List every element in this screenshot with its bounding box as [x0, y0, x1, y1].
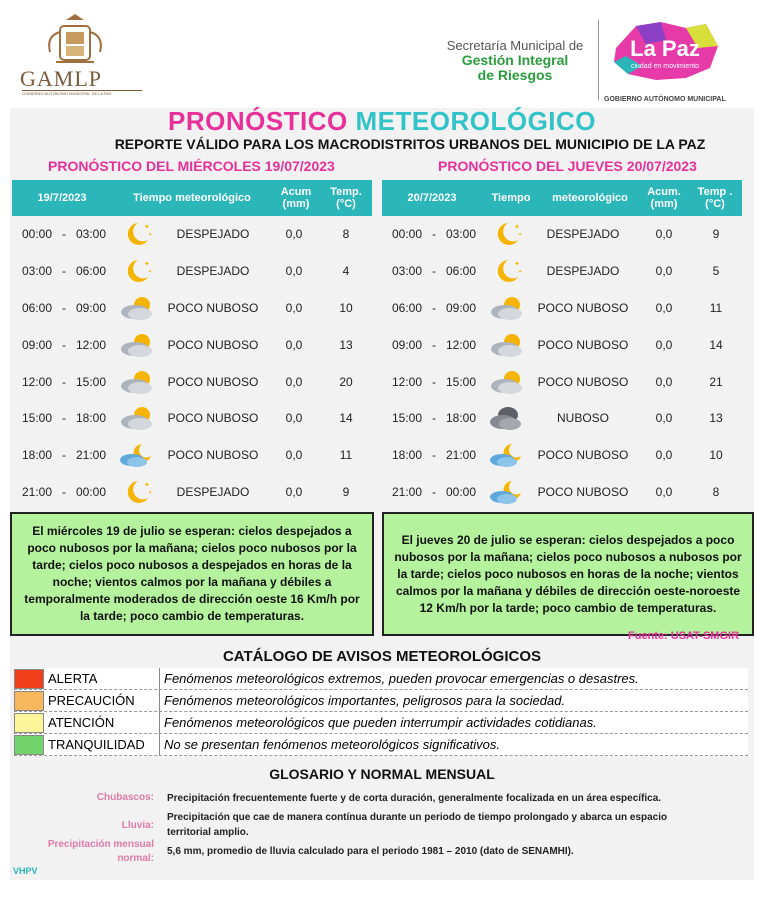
- temperature: 5: [712, 264, 720, 279]
- weather-desc: DESPEJADO: [176, 484, 250, 499]
- forecast-table-day2: [382, 180, 742, 510]
- temperature: 14: [339, 411, 353, 426]
- precip-acum: 0,0: [655, 337, 673, 352]
- secretaria-line3: de Riesgos: [477, 67, 553, 83]
- time-range: 03:00 - 06:00: [391, 264, 477, 279]
- time-range: 06:00 - 09:00: [391, 300, 477, 315]
- title-part2: METEOROLÓGICO: [355, 106, 597, 136]
- table-row: [382, 290, 742, 327]
- temperature: 20: [339, 374, 353, 389]
- precip-acum: 0,0: [655, 227, 673, 242]
- catalog-row-tranquilidad: [14, 734, 748, 756]
- temperature: 14: [709, 337, 723, 352]
- weather-desc: POCO NUBOSO: [537, 448, 629, 463]
- catalog-row-alerta: [14, 668, 748, 690]
- table-row: [12, 474, 372, 511]
- time-range: 09:00 - 12:00: [21, 337, 107, 352]
- secretaria-line1: Secretaría Municipal de: [446, 38, 584, 53]
- source-label: Fuente: USAT-SMGIR: [628, 630, 740, 642]
- weather-desc: POCO NUBOSO: [167, 337, 259, 352]
- temperature: 9: [712, 227, 720, 242]
- tranquilidad-swatch: [14, 735, 44, 755]
- temperature: 11: [339, 448, 353, 463]
- precip-acum: 0,0: [285, 448, 303, 463]
- weather-desc: POCO NUBOSO: [167, 411, 259, 426]
- svg-text:✦: ✦: [514, 224, 520, 232]
- table-row: [382, 437, 742, 474]
- precip-acum: 0,0: [285, 227, 303, 242]
- weather-desc: POCO NUBOSO: [167, 374, 259, 389]
- page-title: [10, 106, 754, 137]
- table-row: [12, 253, 372, 290]
- header-acum: Acum. (mm): [647, 186, 681, 210]
- catalog-name: ALERTA: [44, 668, 160, 690]
- glossary-text-chubascos: Precipitación frecuentemente fuerte y de corta duración, generalmente focalizada en un área específica.: [167, 793, 662, 804]
- table-body: [12, 216, 372, 510]
- precip-acum: 0,0: [655, 448, 673, 463]
- day1-summary-text: El miércoles 19 de julio se esperan: cielos despejados a poco nubosos por la mañana; cielos poco nubosos por la tarde; cielos poco nubosos a despejados en horas de la noche; vientos calmos por la mañana y débiles a temporalmente moderados de dirección oeste 16 Km/h por la tarde; poco cambio de temperaturas.: [24, 524, 360, 623]
- day1-title: PRONÓSTICO DEL MIÉRCOLES 19/07/2023: [48, 158, 335, 174]
- weather-desc: POCO NUBOSO: [537, 484, 629, 499]
- report-page: [10, 8, 754, 880]
- title-part1: PRONÓSTICO: [167, 106, 348, 136]
- catalog-row-atencion: [14, 712, 748, 734]
- temperature: 10: [709, 448, 723, 463]
- partly-cloudy-icon: [486, 331, 528, 359]
- precip-acum: 0,0: [285, 484, 303, 499]
- time-range: 18:00 - 21:00: [21, 448, 107, 463]
- table-row: [382, 474, 742, 511]
- partly-cloudy-icon: [486, 294, 528, 322]
- weather-desc: DESPEJADO: [176, 227, 250, 242]
- gamlp-logo: [16, 12, 136, 104]
- weather-desc: POCO NUBOSO: [167, 448, 259, 463]
- forecast-table-day1: [12, 180, 372, 510]
- table-row: [382, 363, 742, 400]
- svg-text:✦: ✦: [514, 261, 520, 269]
- partly-cloudy-icon: [116, 368, 158, 396]
- time-range: 06:00 - 09:00: [21, 300, 107, 315]
- cloudy-night-icon: [486, 441, 528, 469]
- precip-acum: 0,0: [655, 374, 673, 389]
- precaucion-swatch: [14, 691, 44, 711]
- temperature: 13: [709, 411, 723, 426]
- catalog-desc: Fenómenos meteorológicos que pueden interrumpir actividades cotidianas.: [164, 715, 597, 730]
- time-range: 09:00 - 12:00: [391, 337, 477, 352]
- table-header: [382, 180, 742, 216]
- weather-desc: DESPEJADO: [176, 264, 250, 279]
- glossary-text-lluvia: Precipitación que cae de manera contínua durante un periodo de tiempo prolongado y abarca un espacio territorial amplio.: [167, 812, 668, 838]
- header-date: 20/7/2023: [407, 192, 457, 204]
- header-date: 19/7/2023: [37, 192, 87, 204]
- header-weather: Tiempo meteorológico: [133, 192, 251, 204]
- time-range: 15:00 - 18:00: [21, 411, 107, 426]
- catalog-title: CATÁLOGO DE AVISOS METEOROLÓGICOS: [222, 648, 542, 665]
- partly-cloudy-icon: [116, 404, 158, 432]
- precip-acum: 0,0: [655, 484, 673, 499]
- precip-acum: 0,0: [285, 264, 303, 279]
- table-row: [12, 363, 372, 400]
- catalog-row-precaucion: [14, 690, 748, 712]
- header-divider: [598, 20, 599, 100]
- alerta-swatch: [14, 669, 44, 689]
- time-range: 21:00 - 00:00: [21, 484, 107, 499]
- svg-text:✦: ✦: [518, 269, 523, 276]
- svg-text:✦: ✦: [518, 232, 523, 239]
- svg-text:✦: ✦: [148, 232, 153, 239]
- precip-acum: 0,0: [285, 337, 303, 352]
- svg-text:✦: ✦: [148, 269, 153, 276]
- time-range: 18:00 - 21:00: [391, 448, 477, 463]
- cloud-icon: [486, 404, 528, 432]
- header-weather1: Tiempo: [491, 192, 531, 204]
- header-temp: Temp . (°C): [697, 186, 733, 210]
- gamlp-logo-text: GAMLP: [20, 66, 103, 91]
- precip-acum: 0,0: [655, 264, 673, 279]
- table-row: [382, 216, 742, 253]
- precip-acum: 0,0: [285, 300, 303, 315]
- partly-cloudy-icon: [486, 368, 528, 396]
- moon-icon: [116, 478, 158, 506]
- table-row: [12, 326, 372, 363]
- svg-text:✦: ✦: [144, 481, 150, 489]
- glossary-label-precipitacion: Precipitación mensual normal:: [47, 839, 154, 864]
- glossary-text-precipitacion: 5,6 mm, promedio de lluvia calculado para el periodo 1981 – 2010 (dato de SENAMHI).: [167, 846, 574, 857]
- svg-text:✦: ✦: [144, 224, 150, 232]
- temperature: 8: [712, 484, 720, 499]
- svg-text:✦: ✦: [148, 489, 153, 496]
- table-row: [12, 216, 372, 253]
- table-row: [382, 326, 742, 363]
- catalog-name: ATENCIÓN: [44, 712, 160, 734]
- temperature: 21: [709, 374, 723, 389]
- moon-icon: [486, 257, 528, 285]
- catalog-desc: Fenómenos meteorológicos extremos, pueden provocar emergencias o desastres.: [164, 671, 639, 686]
- day2-summary: [382, 512, 754, 636]
- glossary-label-lluvia: Lluvia:: [121, 820, 154, 831]
- temperature: 9: [342, 484, 350, 499]
- report-subtitle: REPORTE VÁLIDO PARA LOS MACRODISTRITOS URBANOS DEL MUNICIPIO DE LA PAZ: [114, 136, 706, 152]
- atencion-swatch: [14, 713, 44, 733]
- weather-desc: DESPEJADO: [546, 227, 620, 242]
- table-row: [12, 400, 372, 437]
- time-range: 21:00 - 00:00: [391, 484, 477, 499]
- partly-cloudy-icon: [116, 294, 158, 322]
- time-range: 00:00 - 03:00: [21, 227, 107, 242]
- day2-title: PRONÓSTICO DEL JUEVES 20/07/2023: [438, 158, 697, 174]
- weather-desc: POCO NUBOSO: [537, 374, 629, 389]
- table-row: [382, 253, 742, 290]
- temperature: 8: [342, 227, 350, 242]
- moon-icon: [116, 257, 158, 285]
- secretaria-logo: [440, 38, 590, 83]
- weather-desc: POCO NUBOSO: [537, 337, 629, 352]
- table-body: [382, 216, 742, 510]
- cloudy-night-icon: [486, 478, 528, 506]
- header-temp: Temp. (°C): [330, 186, 362, 210]
- day1-summary: [10, 512, 374, 636]
- table-row: [382, 400, 742, 437]
- table-row: [12, 437, 372, 474]
- temperature: 10: [339, 300, 353, 315]
- la-paz-brand-text: La Paz: [630, 36, 700, 61]
- header-weather2: meteorológico: [552, 192, 628, 204]
- precip-acum: 0,0: [285, 411, 303, 426]
- la-paz-brand-sub: ciudad en movimiento: [630, 63, 700, 70]
- glossary-title: GLOSARIO Y NORMAL MENSUAL: [269, 766, 495, 782]
- time-range: 03:00 - 06:00: [21, 264, 107, 279]
- catalog-name: PRECAUCIÓN: [44, 690, 160, 712]
- catalog-desc: Fenómenos meteorológicos importantes, peligrosos para la sociedad.: [164, 693, 566, 708]
- svg-text:✦: ✦: [144, 261, 150, 269]
- gam-label: GOBIERNO AUTÓNOMO MUNICIPAL: [604, 96, 726, 103]
- precip-acum: 0,0: [285, 374, 303, 389]
- catalog-name: TRANQUILIDAD: [44, 734, 160, 756]
- time-range: 12:00 - 15:00: [391, 374, 477, 389]
- gamlp-logo-subtext: GOBIERNO AUTÓNOMO MUNICIPAL DE LA PAZ: [22, 90, 142, 96]
- temperature: 11: [709, 300, 723, 315]
- time-range: 12:00 - 15:00: [21, 374, 107, 389]
- day2-summary-text: El jueves 20 de julio se esperan: cielos despejados a poco nubosos por la mañana; cielos poco nubosos a nubosos por la tarde; cielos poco nubosos en horas de la noche; vientos calmos por la mañana y débiles de dirección oeste-noroeste 12 Km/h por la tarde; poco cambio de temperaturas.: [394, 532, 742, 615]
- weather-desc: POCO NUBOSO: [537, 300, 629, 315]
- catalog-desc: No se presentan fenómenos meteorológicos significativos.: [164, 737, 501, 752]
- header: [10, 8, 754, 108]
- precip-acum: 0,0: [655, 300, 673, 315]
- precip-acum: 0,0: [655, 411, 673, 426]
- weather-desc: POCO NUBOSO: [167, 300, 259, 315]
- secretaria-line2: Gestión Integral: [461, 52, 569, 68]
- partly-cloudy-icon: [116, 331, 158, 359]
- warning-catalog: [14, 668, 748, 756]
- time-range: 00:00 - 03:00: [391, 227, 477, 242]
- temperature: 13: [339, 337, 353, 352]
- moon-icon: [116, 220, 158, 248]
- cloudy-night-icon: [116, 441, 158, 469]
- temperature: 4: [342, 264, 350, 279]
- moon-icon: [486, 220, 528, 248]
- coat-of-arms-icon: [16, 12, 136, 68]
- time-range: 15:00 - 18:00: [391, 411, 477, 426]
- weather-desc: NUBOSO: [556, 411, 609, 426]
- weather-desc: DESPEJADO: [546, 264, 620, 279]
- la-paz-logo: [606, 18, 724, 84]
- header-acum: Acum (mm): [280, 186, 312, 210]
- table-row: [12, 290, 372, 327]
- table-header: [12, 180, 372, 216]
- glossary-label-chubascos: Chubascos:: [96, 792, 154, 803]
- footer-code: VHPV: [13, 866, 38, 876]
